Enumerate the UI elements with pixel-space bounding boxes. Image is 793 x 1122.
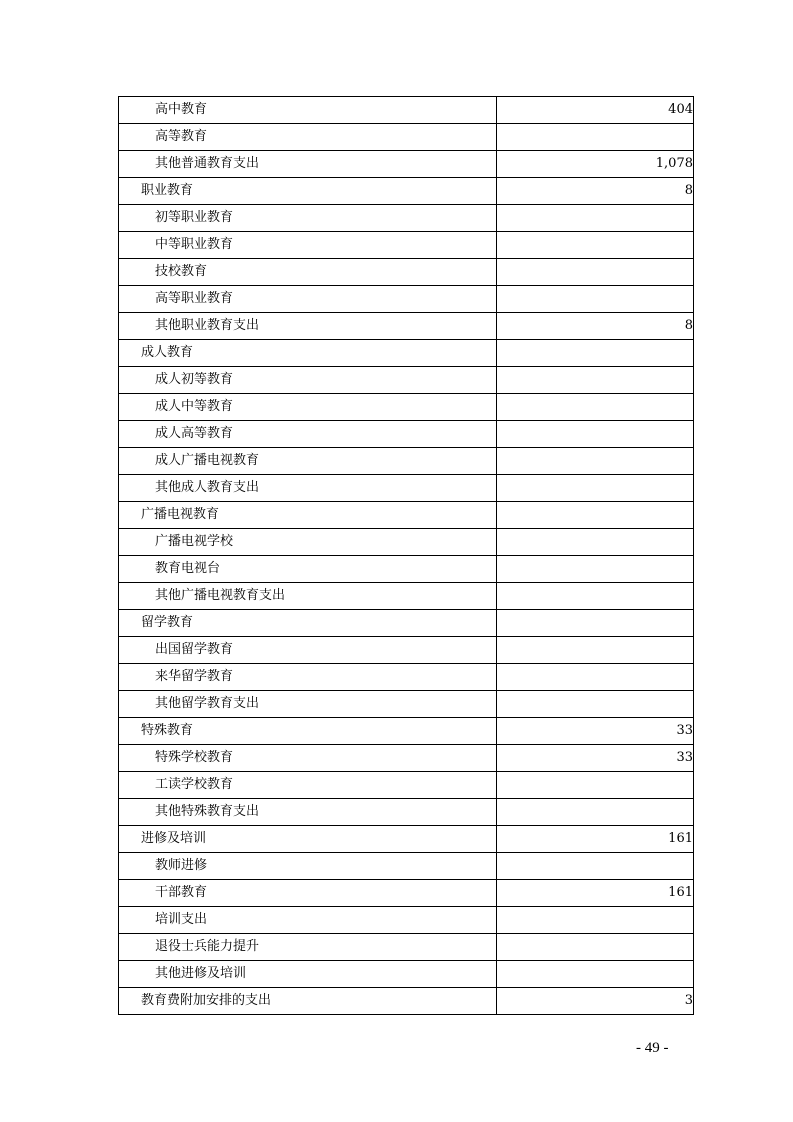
table-row bbox=[119, 799, 694, 826]
row-label: 干部教育 bbox=[119, 880, 497, 907]
row-label: 广播电视教育 bbox=[119, 502, 497, 529]
row-label: 其他留学教育支出 bbox=[119, 691, 497, 718]
table-row bbox=[119, 313, 694, 340]
row-value: 404 bbox=[497, 97, 694, 124]
table-row bbox=[119, 637, 694, 664]
row-label: 初等职业教育 bbox=[119, 205, 497, 232]
table-row bbox=[119, 367, 694, 394]
table-row bbox=[119, 475, 694, 502]
table-row bbox=[119, 205, 694, 232]
table-row bbox=[119, 745, 694, 772]
table-row bbox=[119, 556, 694, 583]
table-row bbox=[119, 394, 694, 421]
table-row bbox=[119, 988, 694, 1015]
row-label: 特殊教育 bbox=[119, 718, 497, 745]
row-label: 教育电视台 bbox=[119, 556, 497, 583]
row-label: 成人高等教育 bbox=[119, 421, 497, 448]
table-row bbox=[119, 178, 694, 205]
table-row bbox=[119, 961, 694, 988]
row-label: 教师进修 bbox=[119, 853, 497, 880]
table-row bbox=[119, 853, 694, 880]
row-value bbox=[497, 961, 694, 988]
row-value bbox=[497, 853, 694, 880]
row-value bbox=[497, 934, 694, 961]
row-value bbox=[497, 475, 694, 502]
row-value: 3 bbox=[497, 988, 694, 1015]
table-row bbox=[119, 826, 694, 853]
row-value: 8 bbox=[497, 178, 694, 205]
row-label: 成人初等教育 bbox=[119, 367, 497, 394]
row-label: 成人中等教育 bbox=[119, 394, 497, 421]
expenditure-table bbox=[118, 96, 694, 1015]
table-row bbox=[119, 880, 694, 907]
row-label: 职业教育 bbox=[119, 178, 497, 205]
row-label: 高等职业教育 bbox=[119, 286, 497, 313]
table-row bbox=[119, 340, 694, 367]
row-label: 高等教育 bbox=[119, 124, 497, 151]
row-label: 其他广播电视教育支出 bbox=[119, 583, 497, 610]
row-value: 33 bbox=[497, 745, 694, 772]
row-label: 中等职业教育 bbox=[119, 232, 497, 259]
row-value bbox=[497, 259, 694, 286]
row-value: 161 bbox=[497, 880, 694, 907]
row-label: 广播电视学校 bbox=[119, 529, 497, 556]
table-row bbox=[119, 259, 694, 286]
row-value: 1,078 bbox=[497, 151, 694, 178]
row-label: 技校教育 bbox=[119, 259, 497, 286]
row-label: 其他成人教育支出 bbox=[119, 475, 497, 502]
table-row bbox=[119, 232, 694, 259]
row-label: 其他特殊教育支出 bbox=[119, 799, 497, 826]
row-label: 留学教育 bbox=[119, 610, 497, 637]
row-value bbox=[497, 691, 694, 718]
expenditure-table-body bbox=[119, 97, 694, 1015]
row-value bbox=[497, 556, 694, 583]
row-value: 33 bbox=[497, 718, 694, 745]
row-label: 工读学校教育 bbox=[119, 772, 497, 799]
row-value bbox=[497, 502, 694, 529]
table-row bbox=[119, 286, 694, 313]
table-row bbox=[119, 502, 694, 529]
table-row bbox=[119, 448, 694, 475]
row-value bbox=[497, 367, 694, 394]
table-row bbox=[119, 907, 694, 934]
table-row bbox=[119, 529, 694, 556]
row-value bbox=[497, 799, 694, 826]
row-value bbox=[497, 394, 694, 421]
row-label: 其他进修及培训 bbox=[119, 961, 497, 988]
table-row bbox=[119, 718, 694, 745]
table-row bbox=[119, 664, 694, 691]
row-label: 来华留学教育 bbox=[119, 664, 497, 691]
row-label: 高中教育 bbox=[119, 97, 497, 124]
row-value bbox=[497, 448, 694, 475]
row-value bbox=[497, 205, 694, 232]
table-row bbox=[119, 610, 694, 637]
row-label: 特殊学校教育 bbox=[119, 745, 497, 772]
row-value bbox=[497, 610, 694, 637]
row-value: 161 bbox=[497, 826, 694, 853]
row-value bbox=[497, 583, 694, 610]
row-value bbox=[497, 124, 694, 151]
row-label: 出国留学教育 bbox=[119, 637, 497, 664]
row-label: 退役士兵能力提升 bbox=[119, 934, 497, 961]
table-row bbox=[119, 934, 694, 961]
row-label: 成人教育 bbox=[119, 340, 497, 367]
row-value bbox=[497, 286, 694, 313]
table-row bbox=[119, 151, 694, 178]
row-value bbox=[497, 907, 694, 934]
row-label: 其他职业教育支出 bbox=[119, 313, 497, 340]
row-value bbox=[497, 637, 694, 664]
row-value bbox=[497, 340, 694, 367]
row-label: 教育费附加安排的支出 bbox=[119, 988, 497, 1015]
row-value bbox=[497, 232, 694, 259]
page-number: - 49 - bbox=[636, 1040, 669, 1056]
row-value bbox=[497, 664, 694, 691]
row-label: 其他普通教育支出 bbox=[119, 151, 497, 178]
table-row bbox=[119, 583, 694, 610]
row-label: 进修及培训 bbox=[119, 826, 497, 853]
table-row bbox=[119, 691, 694, 718]
row-value bbox=[497, 529, 694, 556]
row-value bbox=[497, 421, 694, 448]
row-label: 成人广播电视教育 bbox=[119, 448, 497, 475]
table-row bbox=[119, 97, 694, 124]
row-label: 培训支出 bbox=[119, 907, 497, 934]
row-value: 8 bbox=[497, 313, 694, 340]
table-row bbox=[119, 421, 694, 448]
table-row bbox=[119, 124, 694, 151]
row-value bbox=[497, 772, 694, 799]
table-row bbox=[119, 772, 694, 799]
